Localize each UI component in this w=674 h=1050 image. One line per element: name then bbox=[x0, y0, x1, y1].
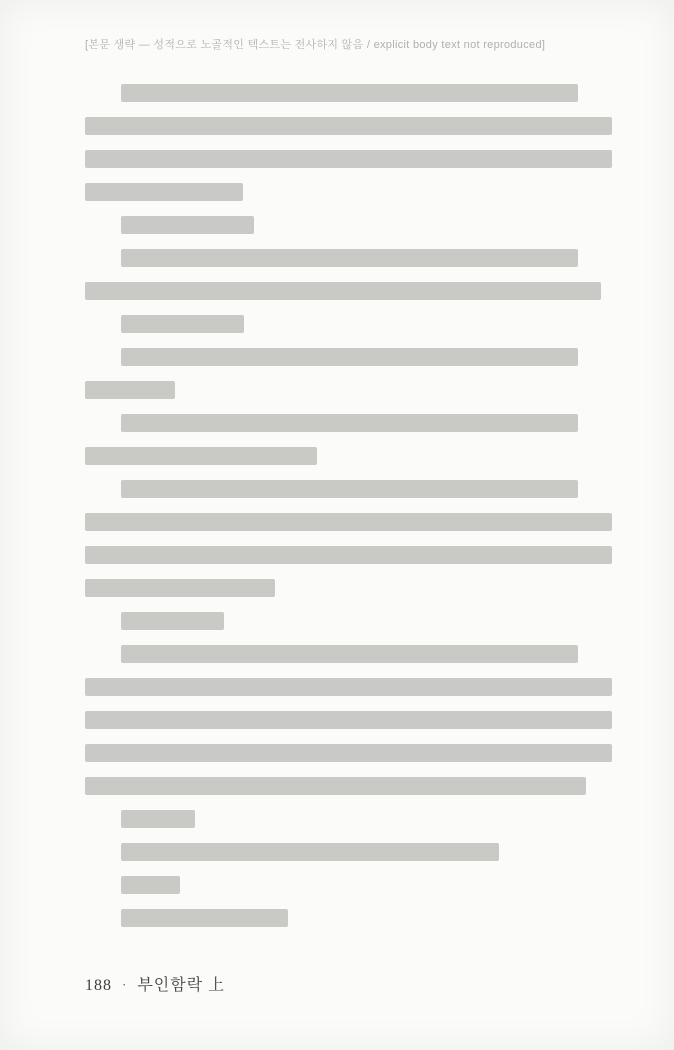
redacted-text-line bbox=[85, 678, 612, 696]
paragraph-narration bbox=[85, 645, 612, 795]
paragraph-dialogue bbox=[85, 810, 612, 828]
paragraph-narration bbox=[85, 843, 612, 861]
paragraph-dialogue bbox=[85, 612, 612, 630]
redacted-text-line bbox=[121, 612, 224, 630]
redacted-text-line bbox=[85, 546, 612, 564]
redacted-text-line bbox=[85, 777, 586, 795]
page-footer bbox=[85, 972, 225, 995]
paragraph-dialogue bbox=[85, 909, 612, 927]
redacted-text-line bbox=[121, 315, 244, 333]
redacted-text-line bbox=[121, 645, 578, 663]
paragraph-narration bbox=[85, 348, 612, 399]
paragraph-narration bbox=[85, 480, 612, 597]
redacted-text-line bbox=[85, 513, 612, 531]
redacted-text-line bbox=[85, 183, 243, 201]
paragraph-dialogue bbox=[85, 216, 612, 234]
redacted-text-line bbox=[121, 249, 578, 267]
paragraph-dialogue bbox=[85, 315, 612, 333]
redacted-text-line bbox=[121, 216, 254, 234]
redacted-text-line bbox=[85, 117, 612, 135]
paragraph-narration bbox=[85, 84, 612, 201]
redacted-text-line bbox=[121, 843, 499, 861]
paragraph-dialogue bbox=[85, 876, 612, 894]
redacted-text-line bbox=[85, 579, 275, 597]
redacted-text-line bbox=[121, 414, 578, 432]
paragraph-dialogue bbox=[85, 414, 612, 465]
paragraph-narration bbox=[85, 249, 612, 300]
redacted-text-line bbox=[85, 447, 317, 465]
page-number: 188 bbox=[85, 977, 112, 994]
book-title: 부인함락 上 bbox=[137, 977, 226, 994]
footer-separator-dot: · bbox=[122, 977, 128, 992]
redacted-text-line bbox=[85, 282, 601, 300]
redacted-text-line bbox=[121, 348, 578, 366]
redacted-text-line bbox=[121, 876, 180, 894]
redacted-text-line bbox=[121, 909, 288, 927]
redacted-text-line bbox=[85, 744, 612, 762]
redacted-text-line bbox=[85, 150, 612, 168]
body-text-block bbox=[85, 84, 612, 942]
redacted-text-line bbox=[85, 381, 175, 399]
redacted-text-line bbox=[85, 711, 612, 729]
redacted-text-line bbox=[121, 480, 578, 498]
redacted-text-line bbox=[121, 810, 195, 828]
redacted-text-line bbox=[121, 84, 578, 102]
redaction-notice: [본문 생략 — 성적으로 노골적인 텍스트는 전사하지 않음 / explicit body text not reproduced] bbox=[85, 39, 546, 51]
